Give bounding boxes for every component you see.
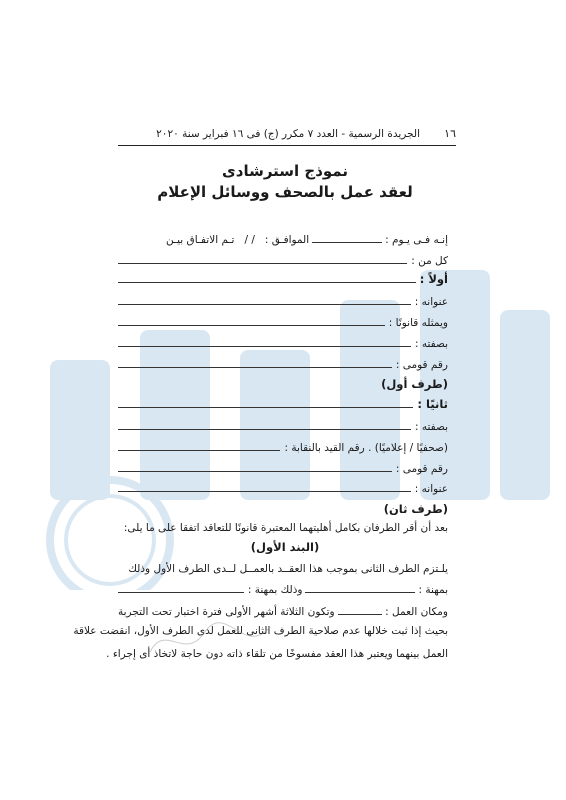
journalist-blank — [118, 450, 280, 451]
page-number: ١٦ — [444, 127, 456, 140]
day-blank — [312, 242, 382, 243]
agreed-label: تـم الاتفـاق بيـن — [166, 234, 235, 246]
profession-label: بمهنة : — [418, 584, 448, 596]
profession-line — [118, 580, 448, 596]
party2-capacity-blank — [118, 429, 411, 430]
corresponding-label: الموافـق : — [264, 234, 310, 246]
second-label: ثانيًا : — [417, 397, 448, 411]
on-day-label: إنـه فـى يـوم : — [385, 234, 448, 246]
party1-capacity-label: بصفته : — [414, 338, 448, 350]
represented-blank — [118, 325, 385, 326]
header-rule — [118, 145, 456, 146]
first-line — [118, 270, 448, 286]
each-of-blank — [118, 263, 407, 264]
party1-tag: (طرف أول) — [381, 377, 448, 391]
party1-id-blank — [118, 367, 392, 368]
intro-line — [118, 230, 448, 246]
party2-address-line — [118, 479, 448, 495]
party1-capacity-blank — [118, 346, 411, 347]
workplace-label: ومكان العمل : — [385, 606, 448, 618]
journalist-label: (صحفيًا / إعلاميًا) . رقم القيد بالنقابة : — [284, 442, 448, 454]
second-line — [118, 395, 448, 411]
party2-address-blank — [118, 491, 411, 492]
party2-capacity-label: بصفته : — [414, 421, 448, 433]
first-label: أولاً : — [419, 272, 448, 286]
first-blank — [118, 282, 416, 283]
party2-address-label: عنوانه : — [414, 483, 448, 495]
party1-address-line — [118, 292, 448, 308]
each-of-line — [118, 251, 448, 267]
workplace-blank — [338, 614, 383, 615]
date-slashes: / / — [244, 234, 255, 246]
and-that-label: وذلك بمهنة : — [247, 584, 303, 596]
party2-id-line — [118, 459, 448, 475]
second-blank — [118, 407, 413, 408]
running-header — [118, 126, 456, 144]
journalist-line — [118, 438, 448, 454]
party1-id-label: رقم قومى : — [395, 359, 448, 371]
workplace-line — [118, 602, 448, 618]
profession-blank — [305, 592, 415, 593]
acknowledgement-text: بعد أن أقر الطرفان بكامل أهليتهما المعتبرة قانونًا للتعاقد اتفقا على ما يلى: — [123, 522, 448, 534]
probation-text: وتكون الثلاثة أشهر الأولى فترة اختبار تحت التجربة — [118, 606, 335, 618]
party2-id-blank — [118, 471, 392, 472]
body-line-if: بحيث إذا ثبت خلالها عدم صلاحية الطرف الثانى للعمل لدى الطرف الأول، انقضت علاقة — [73, 625, 448, 637]
party2-tag: (طرف ثان) — [383, 502, 448, 516]
document-title: نموذج استرشادى — [222, 162, 348, 180]
body-line-end: العمل بينهما ويعتبر هذا العقد مفسوخًا من تلقاء ذاته دون حاجة لاتخاذ أى إجراء . — [106, 648, 448, 660]
represented-label: ويمثله قانونًا : — [388, 317, 448, 329]
represented-line — [118, 313, 448, 329]
party1-capacity-line — [118, 334, 448, 350]
party1-id-line — [118, 355, 448, 371]
party2-capacity-line — [118, 417, 448, 433]
and-that-blank — [118, 592, 244, 593]
party1-tag-line — [118, 375, 448, 391]
each-of-label: كل من : — [411, 255, 448, 267]
document-subtitle: لعقد عمل بالصحف ووسائل الإعلام — [157, 183, 413, 201]
running-title: الجريدة الرسمية - العدد ٧ مكرر (ج) فى ١٦ فبراير سنة ٢٠٢٠ — [156, 128, 420, 140]
party1-address-label: عنوانه : — [414, 296, 448, 308]
party1-address-blank — [118, 304, 411, 305]
party2-tag-line — [118, 500, 448, 516]
party2-id-label: رقم قومى : — [395, 463, 448, 475]
clause1-line1: يلـتزم الطرف الثانى بموجب هذا العقــد بالعمــل لــدى الطرف الأول وذلك — [128, 563, 448, 575]
clause1-title: (البند الأول) — [250, 540, 320, 554]
